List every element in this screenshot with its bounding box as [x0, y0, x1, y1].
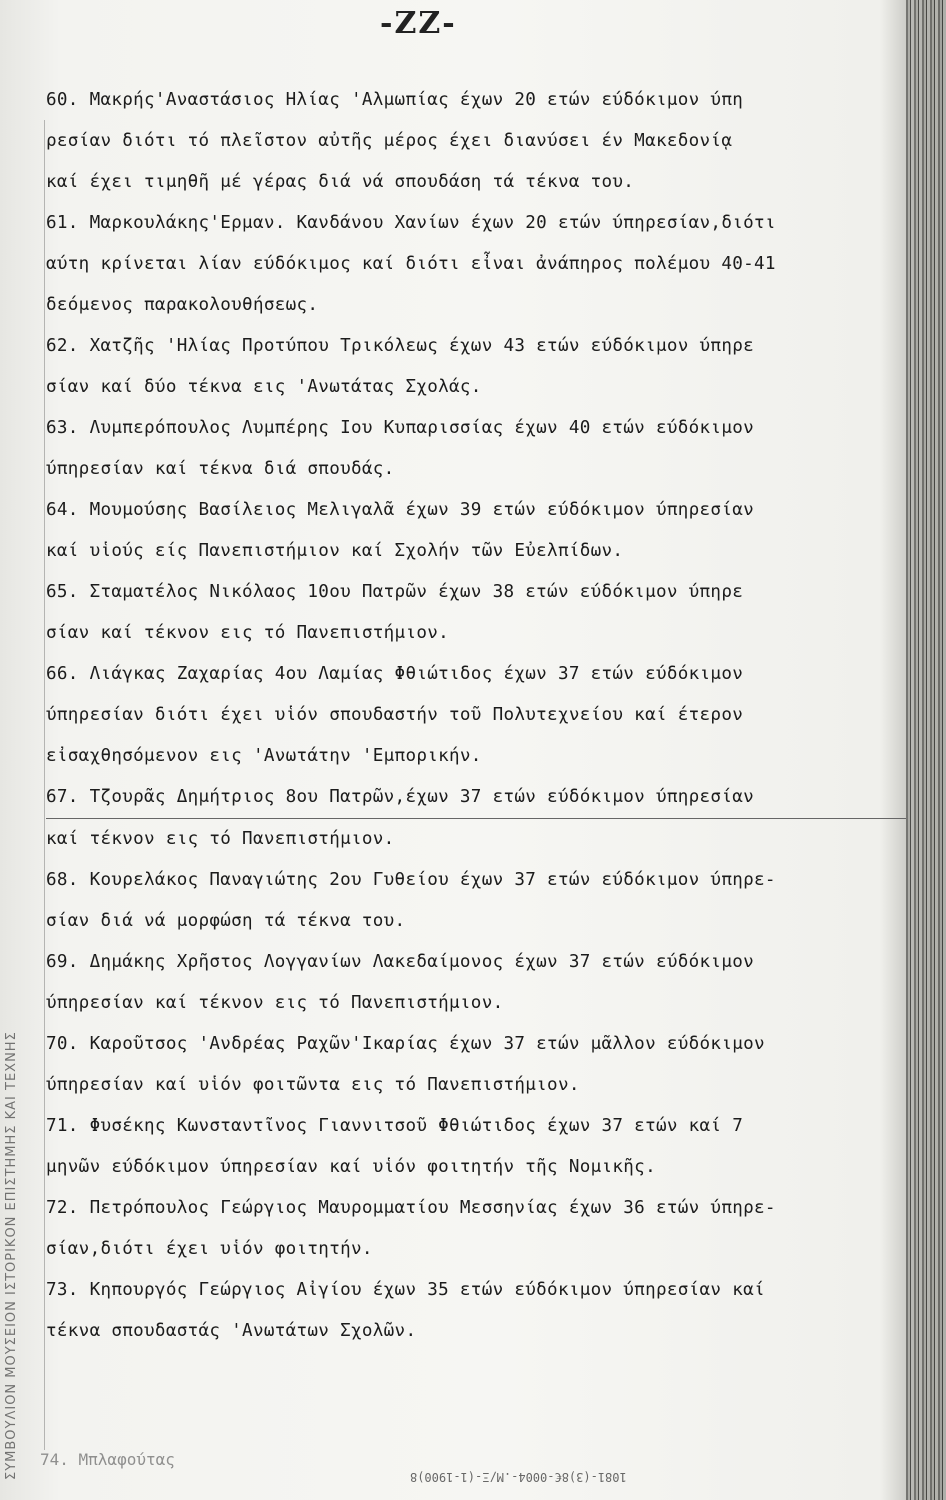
margin-line	[44, 120, 45, 1450]
document-line: τέκνα σπουδαστάς 'Ανωτάτων Σχολῶν.	[46, 1321, 417, 1341]
document-line: σίαν καί δύο τέκνα εις 'Ανωτάτας Σχολάς.	[46, 377, 482, 397]
document-line: σίαν,διότι έχει υἱόν φοιτητήν.	[46, 1239, 373, 1259]
page-number: -ΖΖ-	[380, 6, 457, 41]
document-line: ύπηρεσίαν καί τέκνα διά σπουδάς.	[46, 459, 395, 479]
document-line: 70. Καροῦτσος 'Ανδρέας Ραχῶν'Ικαρίας έχων 37 ετών μᾶλλον εύδόκιμον	[46, 1034, 765, 1054]
document-line: 73. Κηπουργός Γεώργιος Αἰγίου έχων 35 ετών εύδόκιμον ύπηρεσίαν καί	[46, 1280, 765, 1300]
document-line: σίαν διά νά μορφώση τά τέκνα του.	[46, 911, 406, 931]
document-line: 68. Κουρελάκος Παναγιώτης 2ου Γυθείου έχων 37 ετών εύδόκιμον ύπηρε-	[46, 870, 776, 890]
entries-list	[46, 80, 906, 1352]
document-line: ύπηρεσίαν διότι έχει υἱόν σπουδαστήν τοῦ Πολυτεχνείου καί έτερον	[46, 705, 744, 725]
document-line: καί τέκνον εις τό Πανεπιστήμιον.	[46, 829, 395, 849]
document-line: 64. Μουμούσης Βασίλειος Μελιγαλᾶ έχων 39 ετών εύδόκιμον ύπηρεσίαν	[46, 500, 755, 520]
document-line: μηνῶν εύδόκιμον ύπηρεσίαν καί υἱόν φοιτητήν τῆς Νομικῆς.	[46, 1157, 656, 1177]
footer-mirror-text: 1081-(3)8€-0004-.Μ/Ξ-(1-1900)8	[410, 1470, 627, 1484]
document-line: 66. Λιάγκας Ζαχαρίας 4ου Λαμίας Φθιώτιδος έχων 37 ετών εύδόκιμον	[46, 664, 744, 684]
document-line: ρεσίαν διότι τό πλεῖστον αὐτῆς μέρος έχει διανύσει έν Μακεδονίᾳ	[46, 131, 733, 151]
document-line: 63. Λυμπερόπουλος Λυμπέρης Ιου Κυπαρισσίας έχων 40 ετών εύδόκιμον	[46, 418, 755, 438]
document-line: δεόμενος παρακολουθήσεως.	[46, 295, 319, 315]
document-line: 61. Μαρκουλάκης'Ερμαν. Κανδάνου Χανίων έχων 20 ετών ύπηρεσίαν,διότι	[46, 213, 776, 233]
document-line: 60. Μακρής'Αναστάσιος Ηλίας 'Αλμωπίας έχων 20 ετών εύδόκιμον ύπη	[46, 90, 744, 110]
document-line: 62. Χατζῆς 'Ηλίας Προτύπου Τρικόλεως έχων 43 ετών εύδόκιμον ύπηρε	[46, 336, 755, 356]
margin-stamp: ΣΥΜΒΟΥΛΙΟΝ ΜΟΥΣΕΙΟΝ ΙΣΤΟΡΙΚΟΝ ΕΠΙΣΤΗΜΗΣ ΚΑΙ ΤΕΧΝΗΣ	[4, 1031, 19, 1480]
document-line: εἰσαχθησόμενον εις 'Ανωτάτην 'Εμπορικήν.	[46, 746, 482, 766]
document-line: ύπηρεσίαν καί υἱόν φοιτῶντα εις τό Πανεπιστήμιον.	[46, 1075, 580, 1095]
document-line: 67. Τζουρᾶς Δημήτριος 8ου Πατρῶν,έχων 37 ετών εύδόκιμον ύπηρεσίαν	[46, 777, 906, 819]
footer-partial-entry: 74. Μπλαφούτας	[40, 1450, 175, 1469]
document-line: καί έχει τιμηθῆ μέ γέρας διά νά σπουδάση τά τέκνα του.	[46, 172, 635, 192]
document-line: καί υἱούς είς Πανεπιστήμιον καί Σχολήν τῶν Εὐελπίδων.	[46, 541, 624, 561]
document-line: αύτη κρίνεται λίαν εύδόκιμος καί διότι εἶναι ἀνάπηρος πολέμου 40-41	[46, 254, 776, 274]
binding-edge	[906, 0, 946, 1500]
document-line: 71. Φυσέκης Κωνσταντῖνος Γιαννιτσοῦ Φθιώτιδος έχων 37 ετών καί 7	[46, 1116, 744, 1136]
document-line: 65. Σταματέλος Νικόλαος 10ου Πατρῶν έχων 38 ετών εύδόκιμον ύπηρε	[46, 582, 744, 602]
document-line: 69. Δημάκης Χρῆστος Λογγανίων Λακεδαίμονος έχων 37 ετών εύδόκιμον	[46, 952, 755, 972]
document-line: ύπηρεσίαν καί τέκνον εις τό Πανεπιστήμιον.	[46, 993, 504, 1013]
document-line: 72. Πετρόπουλος Γεώργιος Μαυρομματίου Μεσσηνίας έχων 36 ετών ύπηρε-	[46, 1198, 776, 1218]
document-line: σίαν καί τέκνον εις τό Πανεπιστήμιον.	[46, 623, 450, 643]
